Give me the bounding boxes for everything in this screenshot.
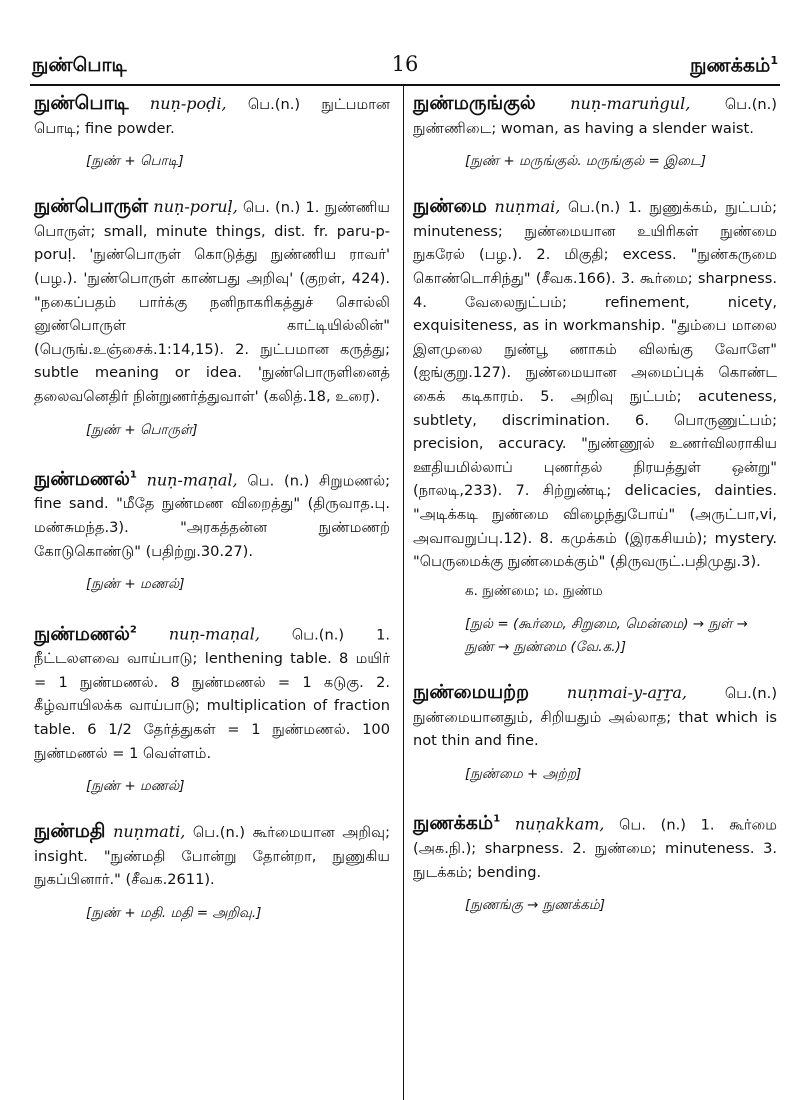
left-column <box>34 90 390 925</box>
dictionary-entry <box>34 820 390 925</box>
entry-definition: பெ.(n.) நுட்பமான பொடி; fine powder. <box>34 96 390 137</box>
entry-etymology: [நுண் + மதி. மதி = அறிவு.] <box>86 904 262 921</box>
entry-headword: நுண்மதி <box>34 820 106 843</box>
entry-headword: நுண்மணல்$^1$ <box>34 467 137 490</box>
entry-transliteration: nuṇakkam, <box>514 814 605 834</box>
entry-headword: நுண்பொடி <box>34 92 129 114</box>
entry-etymology: [நுணங்கு → நுணக்கம்] <box>465 897 605 914</box>
entry-definition: பெ. (n.) சிறுமணல்; fine sand. "மீதே நுண்மண விறைத்து" (திருவாத.பு. மண்சுமந்த.3). "அரகத்தன்ன நுண்மணற் கோடுகொண்டு" (பதிற்று.30.27). <box>34 471 390 560</box>
entry-etymology: [நுண் + மணல்] <box>86 778 185 795</box>
dictionary-entry <box>34 195 390 441</box>
entry-definition: பெ. (n.) 1. நுண்ணிய பொருள்; small, minute things, dist. fr. paru-p-poruḷ. 'நுண்பொருள் கொடுத்து நுண்ணிய ராவர்' (பழ.). 'நுண்பொருள் காண்பது அறிவு' (குறள், 424). "நகைப்பதம் பார்க்கு நனிநாகரிகத்துச் சொல்லி னுண்பொருள் காட்டியில்லின்" (பெருங்.உஞ்சைக்.1:14,15). 2. நுட்பமான கருத்து; subtle meaning or idea. 'நுண்பொருளினைத் தலைவனெதிர் நின்றுணர்த்துவாள்' (கலித்.18, உரை). <box>34 199 391 405</box>
entry-headword: நுண்மருங்குல் <box>413 92 536 114</box>
entry-definition: பெ.(n.) கூர்மையான அறிவு; insight. "நுண்மதி போன்று தோன்றா, நுணுகிய நுகப்பினார்." (சீவக.2611). <box>34 824 390 889</box>
header-right-headword: நுணக்கம்$^1$ <box>690 54 778 77</box>
dictionary-entry <box>413 681 777 786</box>
entry-etymology: [நுண் + பொடி] <box>86 153 184 170</box>
entry-cognates: க. நுண்மை; ம. நுண்ம <box>465 582 603 599</box>
dictionary-entry <box>34 618 390 798</box>
entry-headword: நுண்மை <box>413 195 487 218</box>
column-divider <box>403 86 404 1100</box>
entry-headword: நுண்மணல்$^2$ <box>34 622 137 645</box>
entry-transliteration: nuṇ-maṇal, <box>146 469 238 489</box>
dictionary-entry <box>413 92 777 173</box>
dictionary-entry <box>34 92 390 173</box>
entry-transliteration: nuṇmati, <box>113 822 186 842</box>
right-column <box>413 90 777 917</box>
entry-etymology: [நுண் + மணல்] <box>86 576 185 593</box>
dictionary-entry <box>413 808 777 917</box>
entry-definition: பெ.(n.) 1. நீட்டலளவை வாய்பாடு; lenthening table. 8 மயிர் = 1 நுண்மணல். 8 நுண்மணல் = 1 கடுகு. 2. கீழ்வாயிலக்க வாய்பாடு; multiplication of fraction table. 6 1/2 தேர்த்துகள் = 1 நுண்மணல். 100 நுண்மணல் = 1 வெள்ளம். <box>34 626 390 762</box>
entry-definition: பெ.(n.) நுண்மையானதும், சிறியதும் அல்லாத; that which is not thin and fine. <box>413 685 778 750</box>
entry-etymology: [நுண் + மருங்குல். மருங்குல் = இடை] <box>465 153 707 170</box>
entry-transliteration: nuṇmai, <box>494 197 561 217</box>
dictionary-entry <box>34 464 390 597</box>
entry-transliteration: nuṇ-poruḷ, <box>153 197 238 217</box>
entry-definition: பெ. (n.) 1. கூர்மை (அக.நி.); sharpness. 2. நுண்மை; minuteness. 3. நுடக்கம்; bending. <box>413 816 778 881</box>
running-header <box>32 50 778 84</box>
entry-headword: நுண்மையற்ற <box>413 681 530 704</box>
entry-etymology: [நுல் = (கூர்மை, சிறுமை, மென்மை) → நுள் → நுண் → நுண்மை (வே.க.)] <box>465 616 748 656</box>
entry-definition: பெ.(n.) 1. நுணுக்கம், நுட்பம்; minuteness; நுண்மையான உயிரிகள் நுண்மை நுகரேல் (பழ.). 2. மிகுதி; excess. "நுண்கருமை கொண்டொசிந்து" (சீவக.166). 3. கூர்மை; sharpness. 4. வேலைநுட்பம்; refinement, nicety, exquisiteness, as in workmanship. "தும்பை மாலை இளமுலை நுண்பூ ணாகம் விலங்கு வோளே" (ஐங்குறு.127). நுண்மையான அமைப்புக் கொண்ட கைக் கடிகாரம். 5. அறிவு நுட்பம்; acuteness, subtlety, discrimination. 6. பொருணுட்பம்; precision, accuracy. "நுண்ணூல் உணர்விலராகிய ஊதியமில்லாப் புணர்தல் நிரயத்துள் ஒன்று" (நாலடி,233). 7. சிற்றுண்டி; delicacies, dainties. "அடிக்கடி நுண்மை விழைந்துபோய்" (அருட்பா,vi, அவாவறுப்பு.12). 8. கமுக்கம் (இரகசியம்); mystery. "பெருமைக்கு நுண்மைக்கும்" (திருவருட்.பதிமுது.3). <box>413 199 777 571</box>
dictionary-entry <box>413 195 777 659</box>
page-number: 16 <box>391 52 419 76</box>
entry-transliteration: nuṇ-poḍi, <box>149 94 227 113</box>
entry-transliteration: nuṇ-maruṅgul, <box>570 94 691 113</box>
entry-headword: நுண்பொருள் <box>34 195 149 218</box>
header-left-headword: நுண்பொடி <box>32 54 127 76</box>
entry-transliteration: nuṇ-maṇal, <box>168 624 260 644</box>
header-rule <box>30 84 780 86</box>
entry-headword: நுணக்கம்$^1$ <box>413 812 501 835</box>
entry-transliteration: nuṇmai-y-aṟṟa, <box>566 683 687 703</box>
entry-etymology: [நுண் + பொருள்] <box>86 421 198 438</box>
entry-etymology: [நுண்மை + அற்ற] <box>465 766 582 783</box>
entry-definition: பெ.(n.) நுண்ணிடை; woman, as having a slender waist. <box>413 96 777 137</box>
